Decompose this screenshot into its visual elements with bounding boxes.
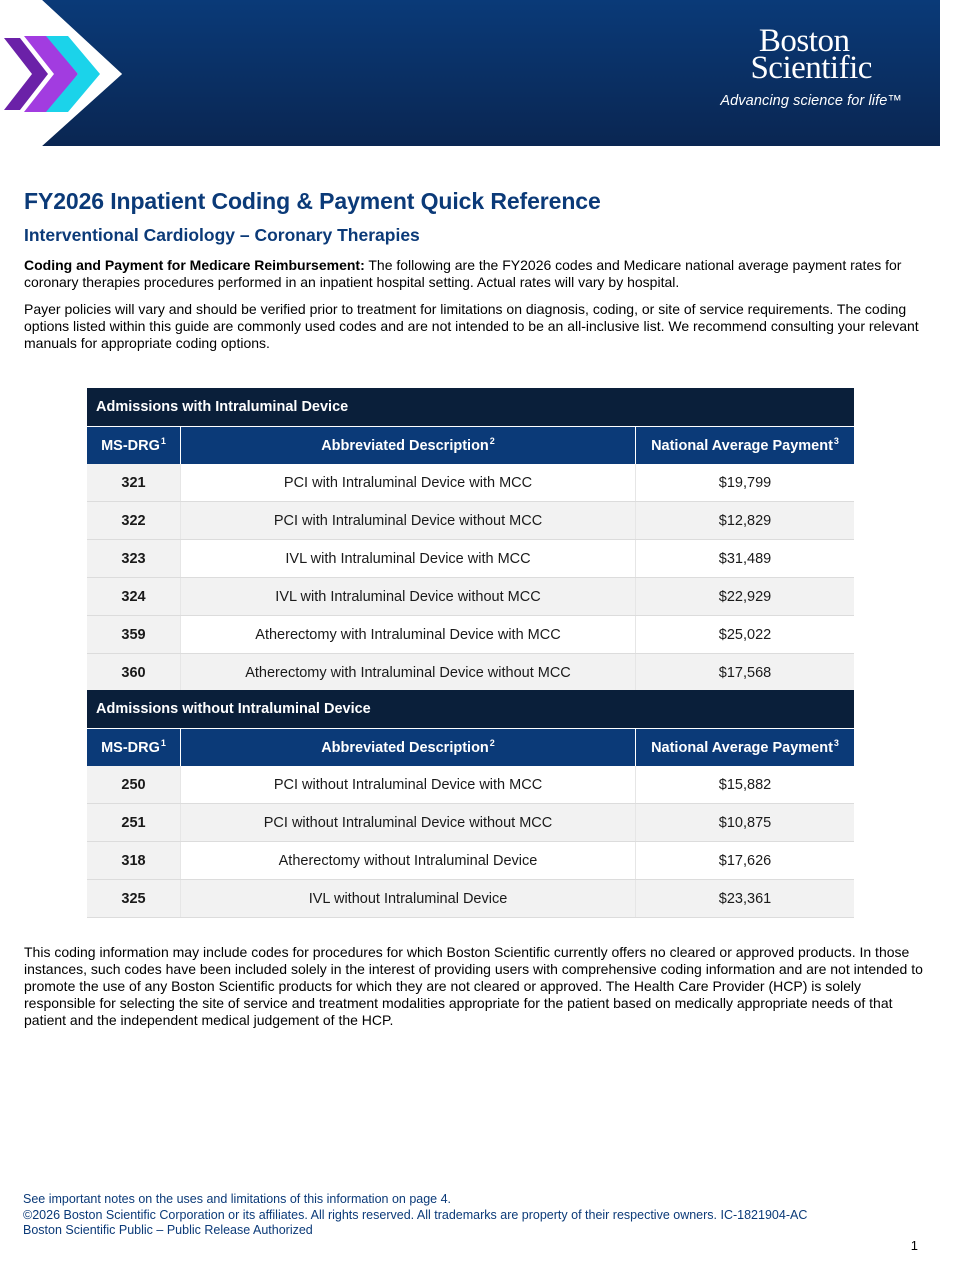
drg-code: 323	[87, 540, 180, 577]
drg-description: Atherectomy without Intraluminal Device	[180, 842, 635, 879]
drg-code: 250	[87, 766, 180, 803]
table-row	[87, 804, 854, 842]
payer-note: Payer policies will vary and should be verified prior to treatment for limitations on diagnosis, coding, or site of service requirements. The coding options listed within this guide are commonly used codes and are not intended to be an all-inclusive list. We recommend consulting your relevant manuals for appropriate coding options.	[24, 301, 919, 351]
drg-description: PCI with Intraluminal Device without MCC	[180, 502, 635, 539]
drg-payment: $15,882	[635, 766, 854, 803]
disclaimer-paragraph: This coding information may include codes for procedures for which Boston Scientific currently offers no cleared or approved products. In those instances, such codes have been included solely in the interest of providing users with comprehensive coding information and are not intended to promote the use of any Boston Scientific products for which they are not cleared or approved. The Health Care Provider (HCP) is solely responsible for selecting the site of service and treatment modalities appropriate for the patient based on medically appropriate needs of that patient and the independent medical judgement of the HCP.	[24, 944, 923, 1028]
page-subtitle: Interventional Cardiology – Coronary Therapies	[24, 225, 420, 245]
table-row	[87, 578, 854, 616]
drg-code: 321	[87, 464, 180, 501]
col-header-payment: National Average Payment $^3$	[635, 729, 854, 766]
drg-description: IVL with Intraluminal Device without MCC	[180, 578, 635, 615]
drg-payment: $17,626	[635, 842, 854, 879]
drg-code: 251	[87, 804, 180, 841]
drg-description: PCI without Intraluminal Device with MCC	[180, 766, 635, 803]
footer-notes-link: See important notes on the uses and limitations of this information on page 4.	[23, 1192, 452, 1206]
drg-code: 322	[87, 502, 180, 539]
col-header-payment: National Average Payment $^3$	[635, 427, 854, 464]
logo-tagline: Advancing science for life™	[720, 93, 902, 109]
drg-description: PCI without Intraluminal Device without MCC	[180, 804, 635, 841]
drg-code: 325	[87, 880, 180, 917]
col-header-drg: MS-DRG $^1$	[101, 737, 166, 756]
page-number: 1	[910, 1238, 918, 1253]
footer-copyright: ©2026 Boston Scientific Corporation or its affiliates. All rights reserved. All trademarks are property of their respective owners. IC-1821904-AC	[23, 1207, 808, 1222]
col-header-description: Abbreviated Description $^2$	[180, 729, 635, 766]
drg-code: 360	[87, 654, 180, 691]
table-row	[87, 842, 854, 880]
table-row	[87, 502, 854, 540]
section-heading: Admissions with Intraluminal Device	[87, 388, 854, 426]
page-title: FY2026 Inpatient Coding & Payment Quick Reference	[24, 188, 601, 214]
table-row	[87, 464, 854, 502]
table-row	[87, 540, 854, 578]
table-row	[87, 654, 854, 692]
boston-scientific-logo	[720, 23, 902, 109]
drg-payment: $10,875	[635, 804, 854, 841]
drg-table-without-device	[87, 690, 854, 918]
footer-classification: Boston Scientific Public – Public Release Authorized	[23, 1223, 313, 1237]
intro-paragraph	[24, 257, 929, 291]
drg-code: 324	[87, 578, 180, 615]
drg-description: IVL without Intraluminal Device	[180, 880, 635, 917]
drg-description: Atherectomy with Intraluminal Device without MCC	[180, 654, 635, 691]
intro-text: The following are the FY2026 codes and Medicare national average payment rates for coronary therapies procedures performed in an inpatient hospital setting. Actual rates will vary by hospital.	[24, 257, 902, 290]
table-row	[87, 766, 854, 804]
table-row	[87, 880, 854, 918]
drg-payment: $25,022	[635, 616, 854, 653]
section-heading: Admissions without Intraluminal Device	[87, 690, 854, 728]
drg-payment: $31,489	[635, 540, 854, 577]
drg-payment: $22,929	[635, 578, 854, 615]
drg-code: 359	[87, 616, 180, 653]
col-header-description: Abbreviated Description $^2$	[180, 427, 635, 464]
logo-word-boston: Boston	[758, 23, 850, 59]
drg-description: IVL with Intraluminal Device with MCC	[180, 540, 635, 577]
logo-word-scientific: Scientific	[750, 50, 872, 86]
table-header-row	[87, 728, 854, 766]
drg-table-with-device	[87, 388, 854, 692]
col-header-drg: MS-DRG $^1$	[101, 435, 166, 454]
drg-payment: $19,799	[635, 464, 854, 501]
drg-payment: $12,829	[635, 502, 854, 539]
intro-lead: Coding and Payment for Medicare Reimbursement:	[24, 257, 365, 273]
brand-chevron-graphic	[0, 0, 140, 146]
page-footer	[23, 1192, 807, 1239]
drg-description: Atherectomy with Intraluminal Device with MCC	[180, 616, 635, 653]
drg-payment: $23,361	[635, 880, 854, 917]
drg-description: PCI with Intraluminal Device with MCC	[180, 464, 635, 501]
drg-payment: $17,568	[635, 654, 854, 691]
drg-code: 318	[87, 842, 180, 879]
table-row	[87, 616, 854, 654]
header-banner	[0, 0, 940, 146]
table-header-row	[87, 426, 854, 464]
